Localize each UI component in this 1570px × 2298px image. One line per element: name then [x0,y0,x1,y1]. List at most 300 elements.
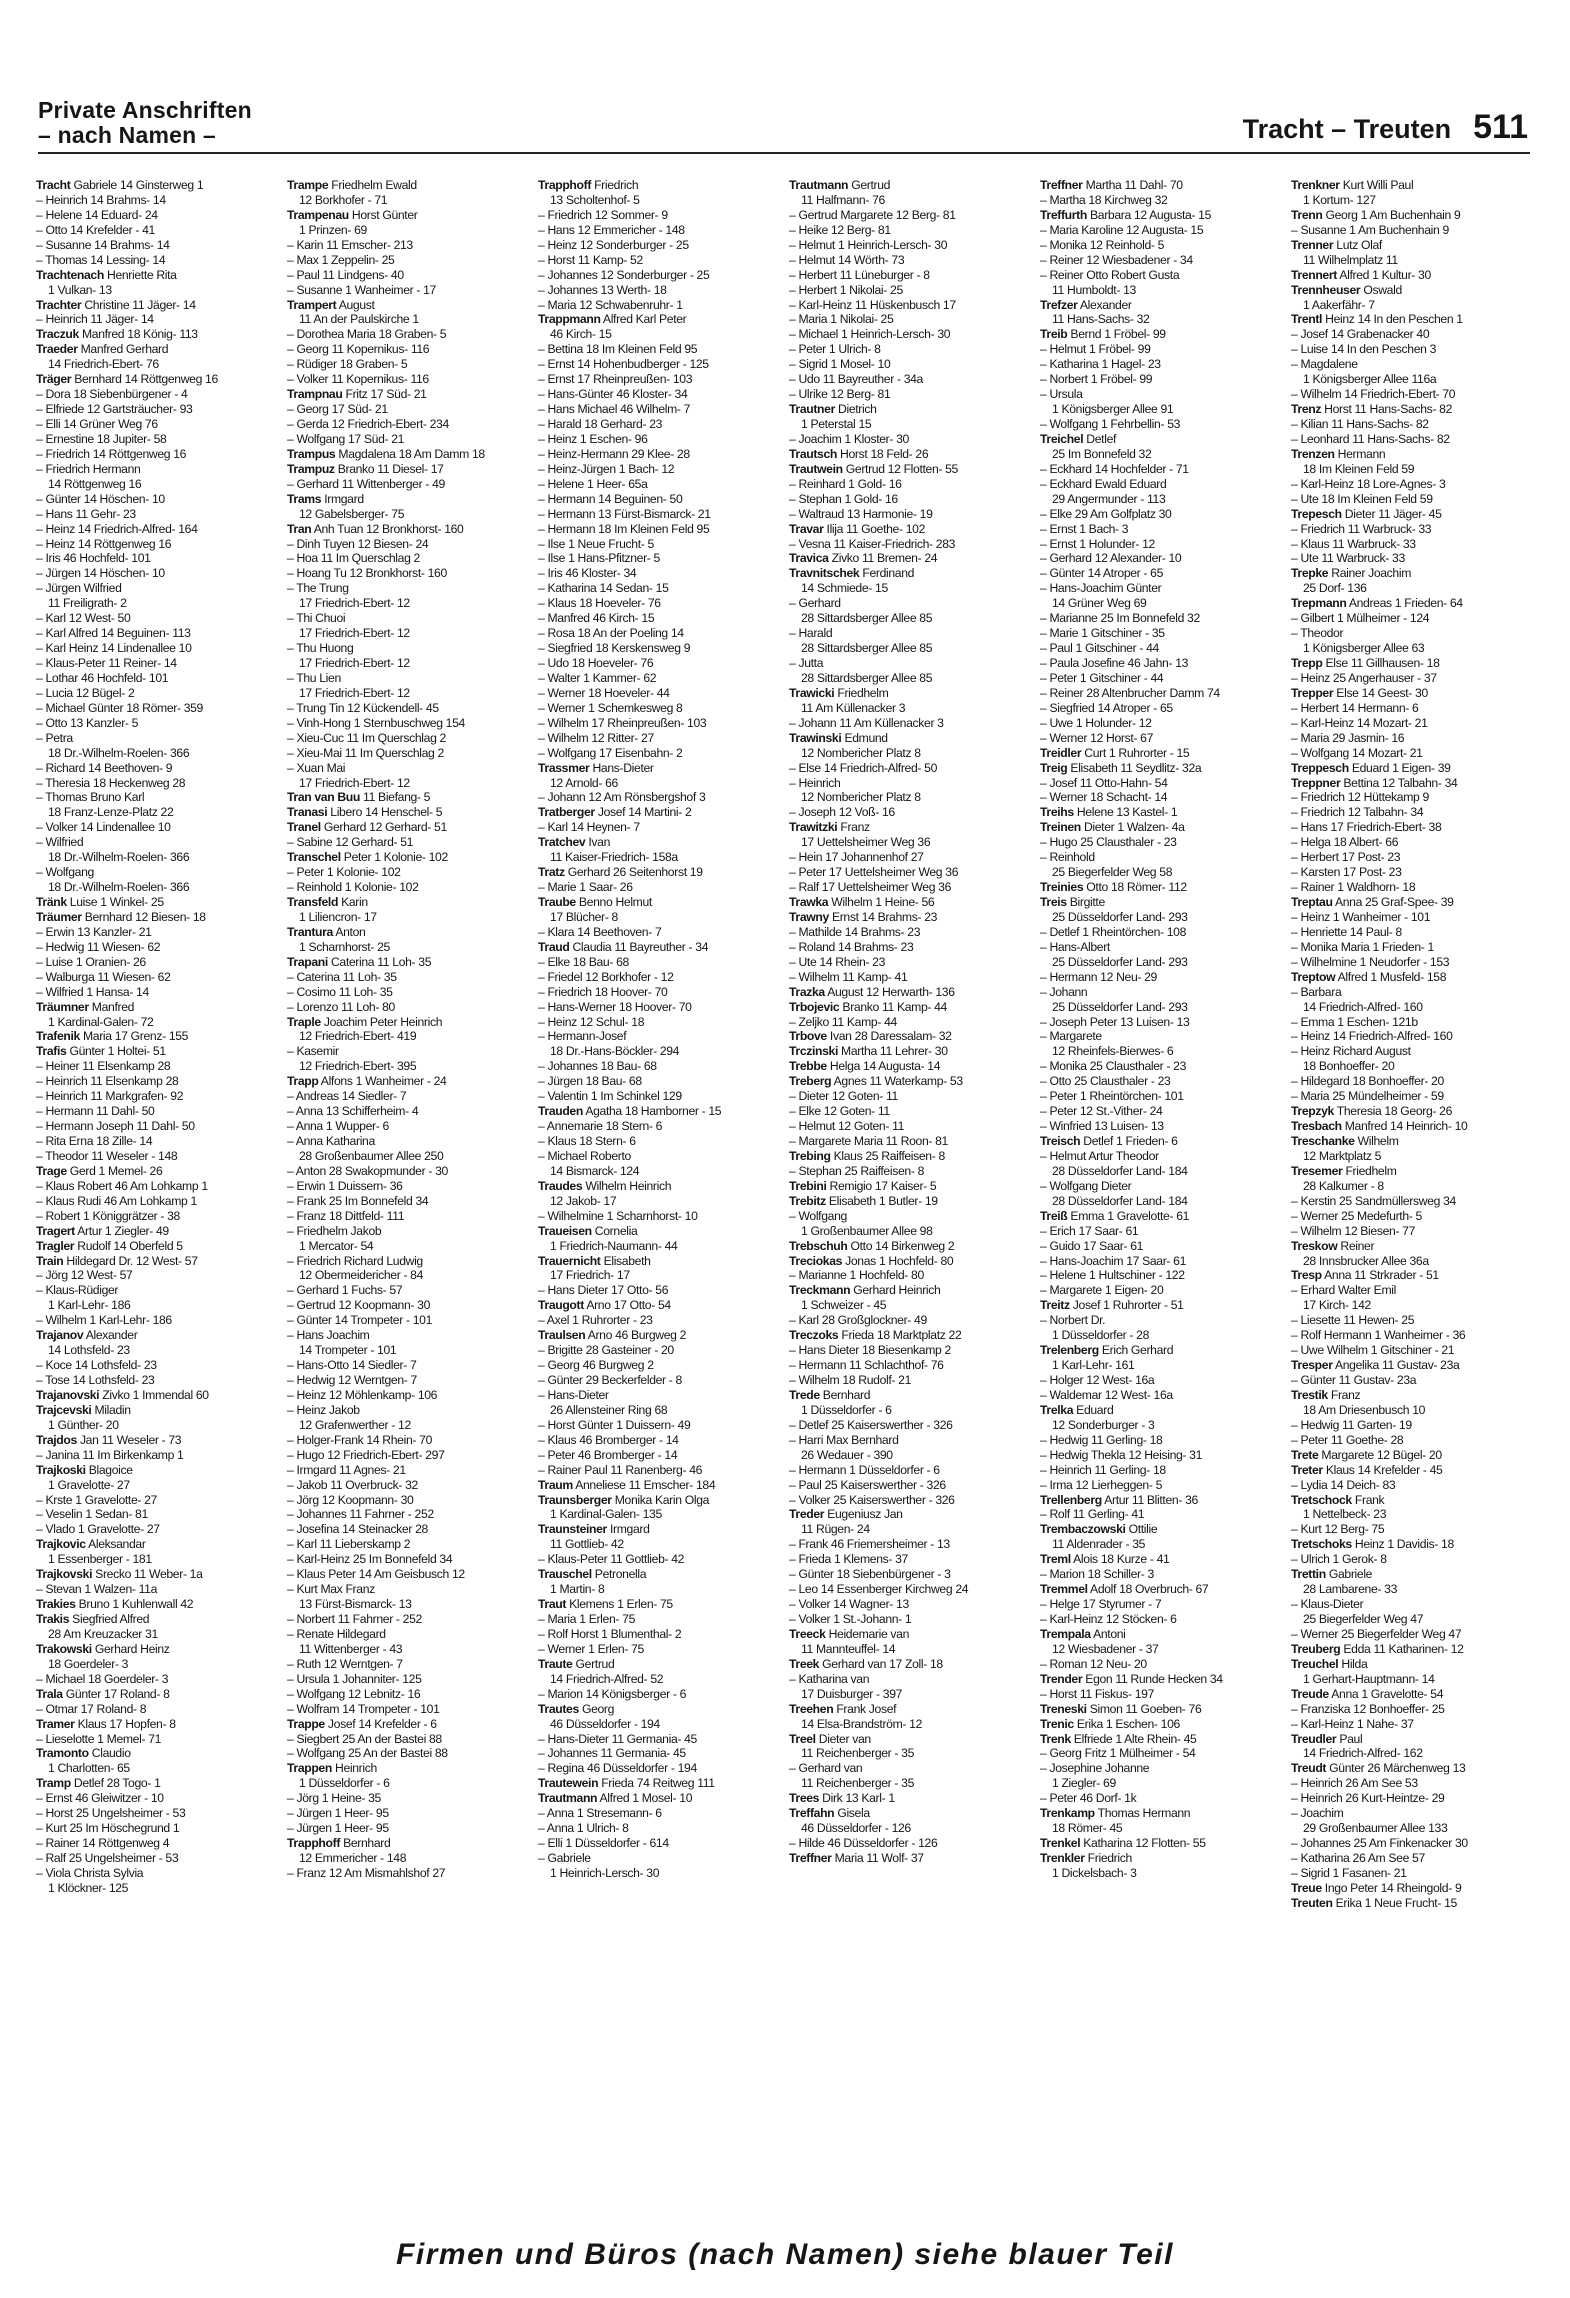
directory-entry: – Horst 25 Ungelsheimer - 53 [36,1806,186,1821]
surname: Trampus [287,446,336,461]
directory-entry: Träger Bernhard 14 Röttgenweg 16 [36,372,218,387]
directory-entry: 14 Friedrich-Alfred- 162 [1303,1746,1423,1761]
directory-entry: – Reinhard 1 Gold- 16 [789,476,902,491]
directory-entry: – Waltraud 13 Harmonie- 19 [789,506,933,521]
surname: Treml [1040,1552,1071,1567]
surname: Treter [1291,1462,1323,1477]
directory-entry: – Sigrid 1 Fasanen- 21 [1291,1865,1407,1880]
directory-entry: Treidler Curt 1 Ruhrorter - 15 [1040,745,1190,760]
directory-entry: 1 Dickelsbach- 3 [1052,1865,1137,1880]
surname: Trampnau [287,387,343,402]
surname: Traugott [538,1298,584,1313]
directory-entry: Trautewein Frieda 74 Reitweg 111 [538,1776,715,1791]
directory-entry: – Wolfgang [789,1208,847,1223]
directory-entry: – Hedwig 11 Gerling- 18 [1040,1432,1163,1447]
surname: Tranasi [287,805,328,820]
directory-entry: Trawitzki Franz [789,820,870,835]
directory-entry: – Trung Tin 12 Kückendell- 45 [287,700,439,715]
surname: Traunsberger [538,1492,612,1507]
directory-entry: Trage Gerd 1 Memel- 26 [36,1163,163,1178]
directory-entry: Tratberger Josef 14 Martini- 2 [538,805,692,820]
surname: Traczuk [36,327,79,342]
directory-entry: 14 Friedrich-Alfred- 52 [550,1671,664,1686]
directory-entry: – Katharina 26 Am See 57 [1291,1851,1425,1865]
directory-entry: Trenk Elfriede 1 Alte Rhein- 45 [1040,1731,1197,1746]
directory-entry: – Wilhelm 14 Friedrich-Ebert- 70 [1291,387,1456,402]
directory-entry: – Wolfgang 12 Lebnitz- 16 [287,1686,421,1701]
directory-entry: Trawicki Friedhelm [789,685,889,700]
directory-entry: – Rainer Paul 11 Ranenberg- 46 [538,1462,703,1477]
directory-entry: Treneski Simon 11 Goeben- 76 [1040,1701,1202,1716]
surname: Trautewein [538,1776,599,1791]
directory-entry: – Klaus-Rüdiger [36,1283,119,1298]
surname: Trennheuser [1291,282,1361,297]
directory-entry: – Margarete Maria 11 Roon- 81 [789,1134,948,1148]
directory-entry: – Hans-Werner 18 Hoover- 70 [538,999,692,1014]
directory-entry: – Heinz 12 Sonderburger - 25 [538,237,689,252]
surname: Trepp [1291,656,1323,670]
directory-entry: 17 Friedrich-Ebert- 12 [299,626,410,641]
surname: Trautwein [789,461,843,476]
directory-entry: – Hugo 12 Friedrich-Ebert- 297 [287,1447,445,1462]
directory-entry: Tränk Luise 1 Winkel- 25 [36,895,164,909]
directory-entry: – Luise 14 In den Peschen 3 [1291,342,1437,357]
directory-entry: – Kerstin 25 Sandmüllersweg 34 [1291,1193,1456,1208]
directory-entry: Treisch Detlef 1 Frieden- 6 [1040,1134,1178,1148]
directory-entry: – Walter 1 Kammer- 62 [538,670,657,685]
directory-entry: – Cosimo 11 Loh- 35 [287,984,393,999]
directory-entry: 46 Düsseldorfer - 126 [801,1821,911,1836]
directory-entry: 28 Kalkumer - 8 [1303,1178,1384,1193]
directory-entry: – Axel 1 Ruhrorter - 23 [538,1313,653,1328]
directory-entry: – Bettina 18 Im Kleinen Feld 95 [538,342,698,357]
directory-entry: Trajanovski Zivko 1 Immendal 60 [36,1387,209,1402]
directory-entry: – Heinrich 11 Jäger- 14 [36,312,154,327]
surname: Traulsen [538,1328,586,1343]
directory-entry: – Herbert 1 Nikolai- 25 [789,282,903,297]
surname: Treidler [1040,745,1082,760]
surname: Tramonto [36,1746,89,1761]
directory-entry: Trentl Heinz 14 In den Peschen 1 [1291,312,1463,327]
directory-entry: 1 Königsberger Allee 91 [1052,402,1174,417]
directory-entry: Traczuk Manfred 18 König- 113 [36,327,198,342]
directory-entry: – Katharina 14 Sedan- 15 [538,581,669,596]
directory-entry: Transchel Peter 1 Kolonie- 102 [287,850,448,865]
directory-entry: – Werner 25 Medefurth- 5 [1291,1208,1422,1223]
directory-entry: – Michael 18 Goerdeler- 3 [36,1671,169,1686]
directory-entry: – Viola Christa Sylvia [36,1865,144,1880]
directory-entry: – Richard 14 Beethoven- 9 [36,760,173,775]
directory-entry: Traple Joachim Peter Heinrich [287,1014,443,1029]
surname: Trenkamp [1040,1806,1095,1821]
directory-entry: – Reiner 28 Altenbrucher Damm 74 [1040,685,1220,700]
directory-entry: Tresper Angelika 11 Gustav- 23a [1291,1358,1460,1373]
directory-entry: – Jürgen Wilfried [36,581,122,596]
directory-entry: – Gabriele [538,1851,591,1865]
surname: Treptau [1291,895,1333,909]
directory-entry: – Klaus 11 Warbruck- 33 [1291,536,1416,551]
directory-entry: – Jörg 12 Koopmann- 30 [287,1492,414,1507]
directory-entry: – Friedhelm Jakob [287,1223,382,1238]
directory-entry: – Michael 1 Heinrich-Lersch- 30 [789,327,951,342]
directory-entry: – Joachim [1291,1806,1344,1821]
directory-entry: – Lothar 46 Hochfeld- 101 [36,670,169,685]
surname: Treihs [1040,805,1074,820]
directory-entry: Treschanke Wilhelm [1291,1134,1399,1148]
directory-entry: Trauschel Petronella [538,1567,647,1582]
directory-entry: – Janina 11 Im Birkenkamp 1 [36,1447,184,1462]
surname: Treffner [789,1851,832,1865]
directory-entry: – Josef 11 Otto-Hahn- 54 [1040,775,1168,790]
surname: Traeder [36,342,78,357]
directory-entry: – Wilhelm 11 Kamp- 41 [789,969,908,984]
directory-entry: 14 Grüner Weg 69 [1052,596,1147,611]
directory-entry: – Heinrich 11 Gerling- 18 [1040,1462,1166,1477]
directory-entry: – Xuan Mai [287,760,346,775]
directory-entry: 13 Fürst-Bismarck- 13 [299,1597,412,1612]
directory-entry: 1 Großenbaumer Allee 98 [801,1223,933,1238]
surname: Treschanke [1291,1134,1355,1148]
directory-entry: – Gertrud 12 Koopmann- 30 [287,1298,431,1313]
surname: Tracht [36,178,71,192]
directory-entry: – Volker 14 Lindenallee 10 [36,820,171,835]
directory-entry: Trappen Heinrich [287,1761,377,1776]
directory-entry: Traum Anneliese 11 Emscher- 184 [538,1477,716,1492]
directory-entry: 11 Gottlieb- 42 [550,1537,624,1552]
directory-entry: 17 Kirch- 142 [1303,1298,1371,1313]
directory-entry: 1 Peterstal 15 [801,417,872,431]
surname: Trafis [36,1044,67,1059]
column-4 [789,178,1034,2200]
surname: Treffahn [789,1806,835,1821]
directory-entry: – Renate Hildegard [287,1626,386,1641]
directory-entry: Trembaczowski Ottilie [1040,1522,1158,1537]
directory-entry: – Heinrich 26 Am See 53 [1291,1776,1418,1791]
surname: Trauden [538,1104,583,1119]
directory-entry: – Wilhelm 1 Karl-Lehr- 186 [36,1313,172,1328]
directory-entry: 12 Nombericher Platz 8 [801,745,921,760]
directory-entry: Trepzyk Theresia 18 Georg- 26 [1291,1104,1453,1119]
surname: Trawka [789,895,829,909]
directory-entry: – Norbert 1 Fröbel- 99 [1040,372,1153,387]
directory-entry: – Thu Huong [287,641,354,656]
directory-entry: Trapphoff Bernhard [287,1836,391,1851]
surname: Tramer [36,1716,75,1731]
directory-entry: – Hans-Günter 46 Kloster- 34 [538,387,688,402]
directory-entry: 1 Gravelotte- 27 [48,1477,130,1492]
directory-entry: Trepke Rainer Joachim [1291,566,1412,581]
surname: Trazka [789,984,825,999]
surname: Treeck [789,1626,826,1641]
name-range: Tracht – Treuten [1242,114,1452,144]
directory-entry: – Hans-Albert [1040,939,1110,954]
directory-entry: 13 Scholtenhof- 5 [550,192,640,207]
section-title-line2: – nach Namen – [38,122,216,148]
directory-entry: – Harald [789,626,833,641]
directory-entry: 11 Aldenrader - 35 [1052,1537,1146,1552]
directory-entry: Travnitschek Ferdinand [789,566,915,581]
directory-entry: – Karl Heinz 14 Lindenallee 10 [36,641,192,656]
directory-entry: Trassmer Hans-Dieter [538,760,654,775]
directory-entry: – Ernst 1 Bach- 3 [1040,521,1129,536]
directory-entry: 1 Scharnhorst- 25 [299,939,390,954]
directory-entry: – Wolfgang 14 Mozart- 21 [1291,745,1423,760]
directory-entry: 11 Wilhelmplatz 11 [1303,252,1398,267]
directory-entry: Tretschoks Heinz 1 Davidis- 18 [1291,1537,1454,1552]
surname: Trenkel [1040,1836,1081,1851]
directory-entry: Treis Birgitte [1040,895,1105,909]
directory-entry: 1 Kortum- 127 [1303,192,1376,207]
directory-entry: – Marion 14 Königsberger - 6 [538,1686,687,1701]
directory-entry: Trautes Georg [538,1701,615,1716]
directory-entry: 14 Elsa-Brandström- 12 [801,1716,923,1731]
directory-entry: – Johannes 11 Germania- 45 [538,1746,686,1761]
directory-entry: – Norbert 11 Fahrner - 252 [287,1612,422,1626]
directory-entry: Tragert Artur 1 Ziegler- 49 [36,1223,169,1238]
column-2 [287,178,532,2200]
directory-entry: Tranasi Libero 14 Henschel- 5 [287,805,443,820]
directory-entry: – Rolf Horst 1 Blumenthal- 2 [538,1626,682,1641]
directory-entry: 12 Marktplatz 5 [1303,1148,1382,1163]
surname: Trepmann [1291,596,1347,611]
directory-entry: – Irmgard 11 Agnes- 21 [287,1462,406,1477]
surname: Treek [789,1656,820,1671]
directory-entry: – Klaus-Peter 11 Gottlieb- 42 [538,1552,685,1567]
directory-entry: – Friedel 12 Borkhofer - 12 [538,969,674,984]
directory-entry: – Wilfried [36,835,84,850]
directory-entry: – Reinhold 1 Kolonie- 102 [287,880,419,895]
surname: Treuberg [1291,1641,1341,1656]
section-title-line1: Private Anschriften [38,97,252,123]
directory-entry: – Xieu-Mai 11 Im Querschlag 2 [287,745,444,760]
directory-entry: – Reinhold [1040,850,1095,865]
directory-entry: – Thomas Bruno Karl [36,790,145,805]
directory-entry: Trawny Ernst 14 Brahms- 23 [789,909,938,924]
surname: Treptow [1291,969,1336,984]
column-1 [36,178,281,2200]
directory-entry: 18 Dr.-Hans-Böckler- 294 [550,1044,680,1059]
directory-entry: Traud Claudia 11 Bayreuther - 34 [538,939,709,954]
directory-entry: Trbojevic Branko 11 Kamp- 44 [789,999,947,1014]
directory-entry: – Monika 12 Reinhold- 5 [1040,237,1165,252]
directory-entry: – Hans Dieter 18 Biesenkamp 2 [789,1343,951,1358]
directory-entry: – Ulrich 1 Gerok- 8 [1291,1552,1387,1567]
directory-entry: – Josef 14 Grabenacker 40 [1291,327,1430,342]
directory-entry: – Wolfgang [36,865,94,880]
directory-entry: 25 Biegerfelder Weg 58 [1052,865,1173,880]
surname: Treiß [1040,1208,1068,1223]
directory-entry: – Ralf 25 Ungelsheimer - 53 [36,1851,179,1865]
directory-entry: Trajkovski Srecko 11 Weber- 1a [36,1567,203,1582]
surname: Treder [789,1507,825,1522]
directory-entry: – Franz 12 Am Mismahlshof 27 [287,1865,446,1880]
directory-entry: 14 Lothsfeld- 23 [48,1343,130,1358]
surname: Trenkner [1291,178,1340,192]
directory-entry: – Monika 25 Clausthaler - 23 [1040,1059,1187,1074]
directory-entry: Träumner Manfred [36,999,135,1014]
directory-entry: – Susanne 1 Wanheimer - 17 [287,282,436,297]
directory-entry: – Vinh-Hong 1 Sternbuschweg 154 [287,715,465,730]
directory-entry: 1 Vulkan- 13 [48,282,112,297]
directory-entry: 11 Reichenberger - 35 [801,1776,915,1791]
directory-entry: – Rita Erna 18 Zille- 14 [36,1134,153,1148]
directory-entry: 12 Jakob- 17 [550,1193,617,1208]
surname: Treis [1040,895,1067,909]
directory-entry: Traunsteiner Irmgard [538,1522,650,1537]
directory-entry: – Siegfried 18 Kerskensweg 9 [538,641,691,656]
directory-entry: – Hermann 18 Im Kleinen Feld 95 [538,521,710,536]
surname: Traud [538,939,570,954]
directory-entry: – Hans Michael 46 Wilhelm- 7 [538,402,691,417]
surname: Tranel [287,820,321,835]
directory-entry: – Detlef 25 Kaiserswerther - 326 [789,1417,953,1432]
directory-entry: 11 Rügen- 24 [801,1522,870,1537]
directory-entry: – Susanne 1 Am Buchenhain 9 [1291,222,1449,237]
directory-entry: 1 Kardinal-Galen- 72 [48,1014,154,1029]
directory-entry: Treffahn Gisela [789,1806,870,1821]
directory-entry: Treudler Paul [1291,1731,1363,1746]
directory-entry: – Werner 1 Schemkesweg 8 [538,700,683,715]
directory-entry: – Jürgen 1 Heer- 95 [287,1821,389,1836]
surname: Trajcevski [36,1402,92,1417]
directory-entry: – Peter 46 Dorf- 1k [1040,1791,1137,1806]
surname: Treczoks [789,1328,839,1343]
directory-entry: 26 Allensteiner Ring 68 [550,1402,668,1417]
directory-entry: Treml Alois 18 Kurze - 41 [1040,1552,1170,1567]
directory-entry: 17 Blücher- 8 [550,909,618,924]
directory-entry: – Werner 12 Horst- 67 [1040,730,1153,745]
directory-entry: Trenkner Kurt Willi Paul [1291,178,1414,192]
directory-entry: – Erhard Walter Emil [1291,1283,1396,1298]
directory-entry: – Waldemar 12 West- 16a [1040,1387,1173,1402]
directory-entry: – Thi Chuoi [287,611,346,626]
surname: Treehen [789,1701,834,1716]
directory-entry: – Wolfram 14 Trompeter - 101 [287,1701,440,1716]
directory-entry: – Heinz-Hermann 29 Klee- 28 [538,446,690,461]
directory-entry: – Katharina van [789,1671,870,1686]
directory-entry: – Heinz 12 Schul- 18 [538,1014,645,1029]
directory-entry: – Hans-Otto 14 Siedler- 7 [287,1358,417,1373]
surname: Trellenberg [1040,1492,1102,1507]
directory-entry: – Kurt 12 Berg- 75 [1291,1522,1385,1537]
directory-entry: 1 Günther- 20 [48,1417,119,1432]
directory-entry: – Heike 12 Berg- 81 [789,222,891,237]
directory-entry: 1 Mercator- 54 [299,1238,374,1253]
directory-entry: – Heinz Jakob [287,1402,360,1417]
surname: Trampuz [287,461,335,476]
directory-entry: – Dora 18 Siebenbürgener - 4 [36,387,188,402]
directory-entry: – Karl-Heinz 14 Mozart- 21 [1291,715,1428,730]
directory-entry: 11 Kaiser-Friedrich- 158a [550,850,678,865]
directory-entry: 18 Dr.-Wilhelm-Roelen- 366 [48,880,190,895]
surname: Tragert [36,1223,75,1238]
surname: Trepesch [1291,506,1342,521]
directory-entry: 12 Wiesbadener - 37 [1052,1641,1159,1656]
directory-entry: Treciokas Jonas 1 Hochfeld- 80 [789,1253,954,1268]
surname: Treskow [1291,1238,1338,1253]
directory-entry: Treptau Anna 25 Graf-Spee- 39 [1291,895,1454,909]
surname: Trczinski [789,1044,839,1059]
directory-entry: Trees Dirk 13 Karl- 1 [789,1791,895,1806]
surname: Trelenberg [1040,1343,1099,1358]
directory-entry: – Ernst 46 Gleiwitzer - 10 [36,1791,164,1806]
directory-entry: 1 Aakerfähr- 7 [1303,297,1375,312]
directory-entry: – Ursula 1 Johanniter- 125 [287,1671,422,1686]
surname: Trafenik [36,1029,80,1044]
directory-entry: Tragler Rudolf 14 Oberfeld 5 [36,1238,183,1253]
surname: Traum [538,1477,573,1492]
directory-entry: – Anna 13 Schifferheim- 4 [287,1104,419,1119]
surname: Tragler [36,1238,75,1253]
directory-entry: Trachtenach Henriette Rita [36,267,177,282]
directory-entry: Trapphoff Friedrich [538,178,639,192]
directory-entry: – Günter 11 Gustav- 23a [1291,1373,1417,1387]
directory-entry: – Horst 11 Fiskus- 197 [1040,1686,1154,1701]
directory-entry: – Henriette 14 Paul- 8 [1291,924,1402,939]
directory-entry: – Volker 25 Kaiserswerther - 326 [789,1492,955,1507]
directory-entry: – Johannes 11 Fahrner - 252 [287,1507,434,1522]
directory-entry: – Peter 1 Kolonie- 102 [287,865,401,880]
directory-entry: – Rainer 1 Waldhorn- 18 [1291,880,1416,895]
directory-entry: – Heinz 25 Angerhauser - 37 [1291,670,1437,685]
directory-entry: Trampnau Fritz 17 Süd- 21 [287,387,427,402]
directory-entry: – Günter 29 Beckerfelder - 8 [538,1373,682,1387]
directory-entry: Traute Gertrud [538,1656,615,1671]
directory-entry: Trede Bernhard [789,1387,871,1402]
surname: Trepke [1291,566,1329,581]
directory-columns [36,178,1536,2200]
surname: Trenk [1040,1731,1071,1746]
directory-entry: – Andreas 14 Siedler- 7 [287,1089,407,1104]
directory-entry: Trampus Magdalena 18 Am Damm 18 [287,446,485,461]
directory-entry: 1 Königsberger Allee 63 [1303,641,1425,656]
directory-entry: – Jakob 11 Overbruck- 32 [287,1477,418,1492]
surname: Trapphoff [287,1836,341,1851]
directory-entry: – Wilhelmine 1 Scharnhorst- 10 [538,1208,698,1223]
directory-entry: Trakowski Gerhard Heinz [36,1641,170,1656]
directory-entry: – Maria 29 Jasmin- 16 [1291,730,1405,745]
directory-entry: – Ute 11 Warbruck- 33 [1291,551,1405,566]
surname: Trakis [36,1612,70,1626]
directory-entry: – Herbert 17 Post- 23 [1291,850,1401,865]
directory-entry: – Susanne 14 Brahms- 14 [36,237,170,252]
directory-entry: Trajkovic Aleksandar [36,1537,146,1552]
surname: Traple [287,1014,321,1029]
directory-entry: – Winfried 13 Luisen- 13 [1040,1119,1164,1134]
directory-entry: Trantura Anton [287,924,366,939]
directory-entry: – Karl 12 West- 50 [36,611,131,626]
directory-entry: – Anna Katharina [287,1134,375,1148]
directory-entry: – Heinz 12 Möhlenkamp- 106 [287,1387,438,1402]
directory-entry: Trappe Josef 14 Krefelder - 6 [287,1716,437,1731]
directory-entry: – Vlado 1 Gravelotte- 27 [36,1522,160,1537]
directory-entry: – Sigrid 1 Mosel- 10 [789,357,891,372]
directory-entry: – Josefina 14 Steinacker 28 [287,1522,428,1537]
directory-entry: – Frank 25 Im Bonnefeld 34 [287,1193,429,1208]
directory-entry: Trautner Dietrich [789,402,877,417]
directory-entry: Traeder Manfred Gerhard [36,342,169,357]
directory-entry: 11 Freiligrath- 2 [48,596,127,611]
surname: Trappen [287,1761,332,1776]
directory-entry: Trakies Bruno 1 Kuhlenwall 42 [36,1597,194,1612]
directory-entry: Treffurth Barbara 12 Augusta- 15 [1040,207,1212,222]
directory-entry: Trappmann Alfred Karl Peter [538,312,687,327]
directory-entry: Trakis Siegfried Alfred [36,1612,150,1626]
directory-entry: – Holger 12 West- 16a [1040,1373,1155,1387]
directory-entry: 18 Dr.-Wilhelm-Roelen- 366 [48,745,190,760]
surname: Trassmer [538,760,590,775]
directory-entry: – Theodor [1291,626,1344,641]
